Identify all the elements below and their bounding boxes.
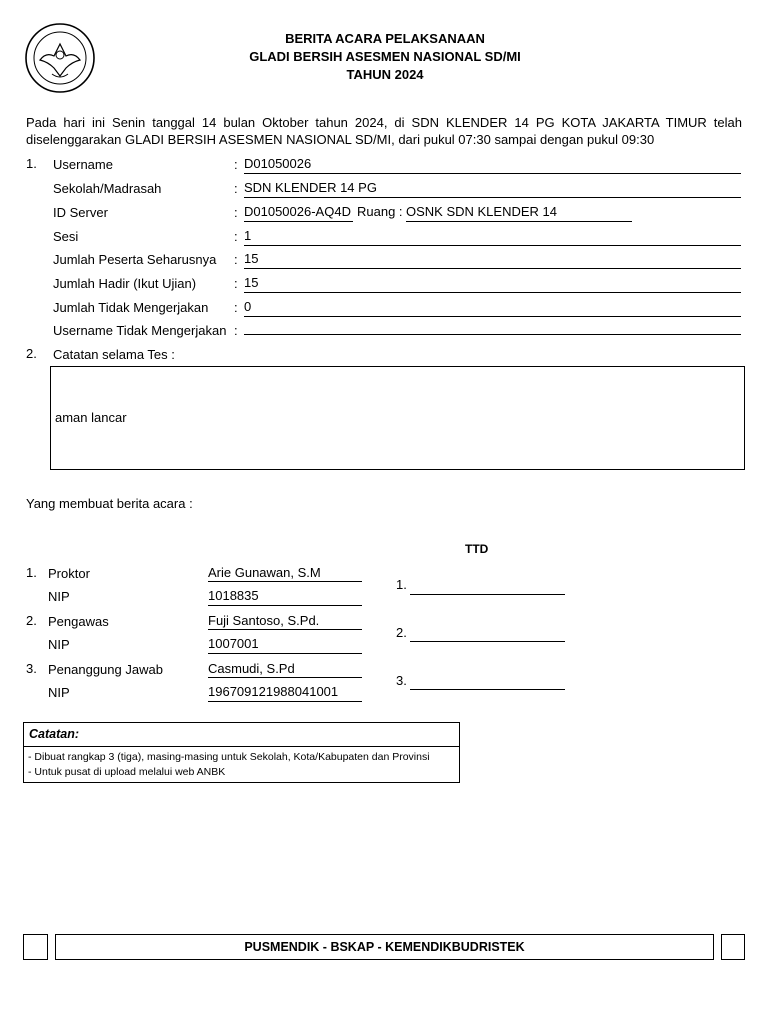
field-label-jumlah-peserta: Jumlah Peserta Seharusnya (53, 252, 217, 267)
signer-name-underline (208, 677, 362, 678)
signer-role-pengawas: Pengawas (48, 614, 109, 629)
signer-number: 3. (26, 661, 37, 676)
field-value-id-server: D01050026-AQ4D (244, 204, 351, 219)
signer-name-underline (208, 581, 362, 582)
field-colon: : (234, 205, 238, 220)
field-value-jumlah-peserta: 15 (244, 251, 259, 266)
field-colon: : (234, 300, 238, 315)
field-label-sesi: Sesi (53, 229, 79, 244)
signer-role-penanggung-jawab: Penanggung Jawab (48, 662, 163, 677)
tut-wuri-handayani-logo (24, 22, 96, 94)
doc-title-line1: BERITA ACARA PELAKSANAAN (285, 31, 485, 46)
signers-intro: Yang membuat berita acara : (26, 496, 193, 511)
signer-nip-penanggung-jawab: 196709121988041001 (208, 684, 339, 699)
field-value-jumlah-tidak: 0 (244, 299, 252, 314)
field-label-username-tidak: Username Tidak Mengerjakan (53, 323, 227, 338)
catatan-header (24, 723, 459, 747)
nip-label: NIP (48, 685, 70, 700)
notes-text: aman lancar (55, 410, 127, 425)
sig-number: 1. (396, 577, 407, 592)
field-label-sekolah: Sekolah/Madrasah (53, 181, 162, 196)
section2-number: 2. (26, 346, 37, 361)
field-colon: : (234, 181, 238, 196)
intro-line1: Pada hari ini Senin tanggal 14 bulan Oktober tahun 2024, di SDN KLENDER 14 PG KOTA JAKARTA TIMUR telah (26, 115, 742, 130)
footer-right-box (721, 934, 745, 960)
field-underline (244, 334, 741, 335)
field-label-id-server: ID Server (53, 205, 108, 220)
sig-number: 3. (396, 673, 407, 688)
field-value-username: D01050026 (244, 156, 312, 171)
field-colon: : (234, 323, 238, 338)
field-colon: : (234, 157, 238, 172)
signer-nip-underline (208, 701, 362, 702)
signer-nip-underline (208, 653, 362, 654)
logo-emblem-icon (24, 22, 96, 94)
field-underline (244, 316, 741, 317)
signer-name-underline (208, 629, 362, 630)
field-label-username: Username (53, 157, 113, 172)
field-colon: : (234, 252, 238, 267)
section2-label: Catatan selama Tes : (53, 347, 175, 362)
catatan-line-1: - Dibuat rangkap 3 (tiga), masing-masing untuk Sekolah, Kota/Kabupaten dan Provinsi (28, 751, 430, 763)
field-label-jumlah-hadir: Jumlah Hadir (Ikut Ujian) (53, 276, 197, 291)
signature-line-pengawas (410, 641, 565, 642)
signer-role-proktor: Proktor (48, 566, 90, 581)
signer-number: 1. (26, 565, 37, 580)
field-underline (244, 292, 741, 293)
signer-nip-proktor: 1018835 (208, 588, 259, 603)
signer-nip-underline (208, 605, 362, 606)
field-underline (244, 268, 741, 269)
catatan-title: Catatan: (29, 727, 80, 741)
field-underline (244, 221, 353, 222)
signer-number: 2. (26, 613, 37, 628)
field-underline (244, 173, 741, 174)
footer-left-box (23, 934, 48, 960)
nip-label: NIP (48, 589, 70, 604)
field-colon: : (234, 229, 238, 244)
ruang-value: OSNK SDN KLENDER 14 (406, 204, 557, 219)
signature-line-penanggung-jawab (410, 689, 565, 690)
signer-nip-pengawas: 1007001 (208, 636, 259, 651)
footer-center-box (55, 934, 714, 960)
catatan-box (23, 722, 460, 783)
field-colon: : (234, 276, 238, 291)
field-value-sesi: 1 (244, 228, 252, 243)
field-value-sekolah: SDN KLENDER 14 PG (244, 180, 377, 195)
ruang-label: Ruang : (357, 204, 403, 219)
doc-title-line3: TAHUN 2024 (346, 67, 424, 82)
field-underline (244, 245, 741, 246)
nip-label: NIP (48, 637, 70, 652)
field-underline (244, 197, 741, 198)
sig-number: 2. (396, 625, 407, 640)
doc-title-line2: GLADI BERSIH ASESMEN NASIONAL SD/MI (249, 49, 521, 64)
signer-name-proktor: Arie Gunawan, S.M (208, 565, 321, 580)
footer-text: PUSMENDIK - BSKAP - KEMENDIKBUDRISTEK (244, 940, 525, 954)
section1-number: 1. (26, 156, 37, 171)
field-value-jumlah-hadir: 15 (244, 275, 259, 290)
ttd-label: TTD (465, 542, 489, 556)
ruang-underline (406, 221, 632, 222)
signer-name-penanggung-jawab: Casmudi, S.Pd (208, 661, 295, 676)
intro-line2: diselenggarakan GLADI BERSIH ASESMEN NASIONAL SD/MI, dari pukul 07:30 sampai dengan pukul 09:30 (26, 132, 655, 147)
catatan-line-2: - Untuk pusat di upload melalui web ANBK (28, 766, 226, 778)
notes-box (50, 366, 745, 470)
signer-name-pengawas: Fuji Santoso, S.Pd. (208, 613, 320, 628)
signature-line-proktor (410, 594, 565, 595)
field-label-jumlah-tidak: Jumlah Tidak Mengerjakan (53, 300, 209, 315)
